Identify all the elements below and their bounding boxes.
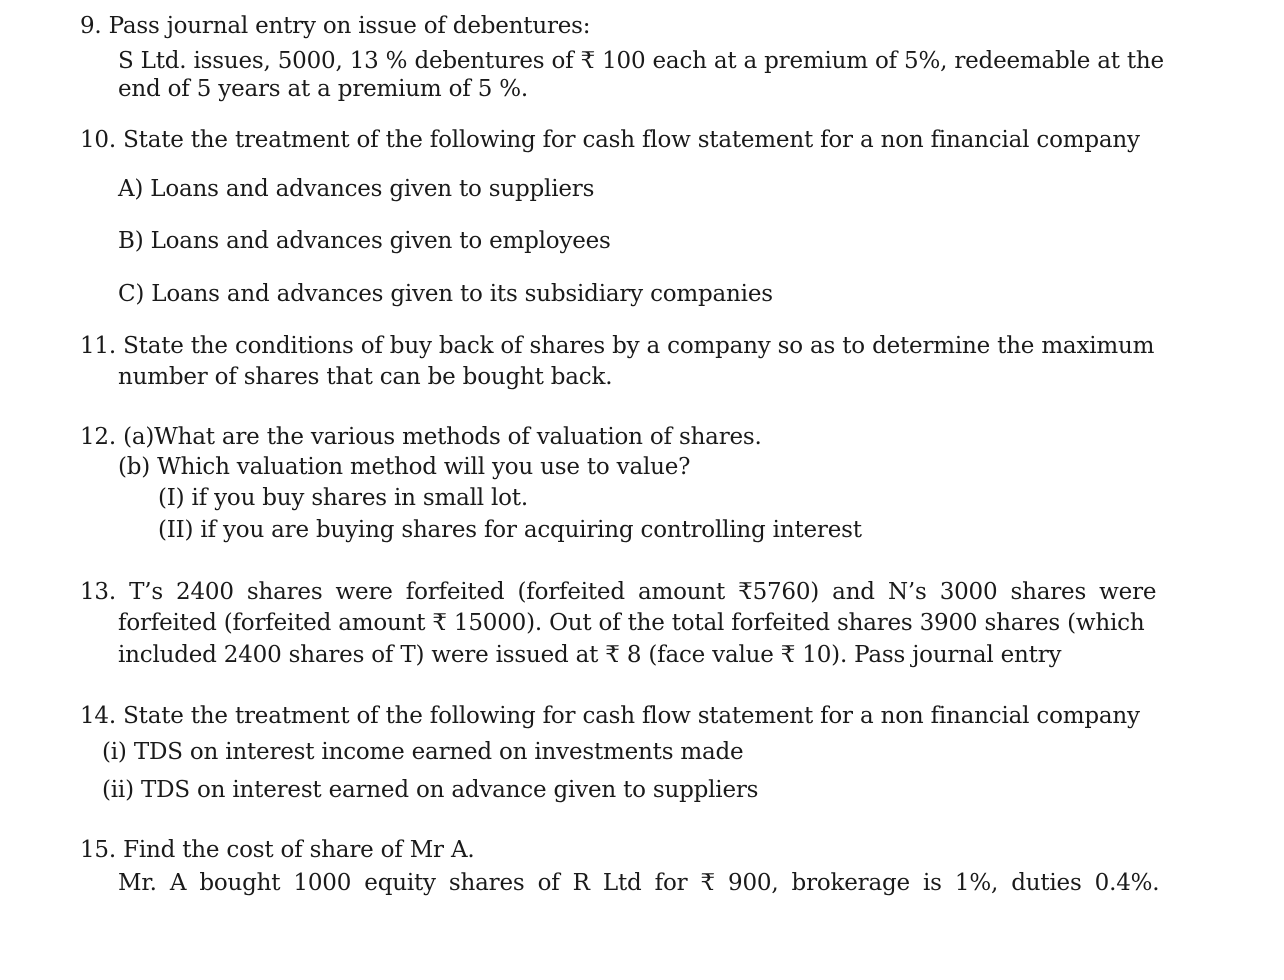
q11-body-line: number of shares that can be bought back.	[118, 364, 613, 390]
q15-body-line: Mr. A bought 1000 equity shares of R Ltd for ₹ 900, brokerage is 1%, duties 0.4%.	[118, 870, 1160, 896]
q14-heading: 14. State the treatment of the following for cash flow statement for a non financial company	[80, 703, 1140, 729]
q10-item-c: C) Loans and advances given to its subsidiary companies	[118, 281, 773, 307]
q9-body-line-1: S Ltd. issues, 5000, 13 % debentures of ₹ 100 each at a premium of 5%, redeemable at the	[118, 48, 1164, 74]
q15-heading: 15. Find the cost of share of Mr A.	[80, 837, 475, 863]
q13-heading: 13. T’s 2400 shares were forfeited (forfeited amount ₹5760) and N’s 3000 shares were	[80, 579, 1157, 605]
q10-heading: 10. State the treatment of the following for cash flow statement for a non financial company	[80, 127, 1140, 153]
q12-sub-ii: (II) if you are buying shares for acquiring controlling interest	[158, 517, 862, 543]
q14-item-ii: (ii) TDS on interest earned on advance given to suppliers	[102, 777, 759, 803]
q10-item-b: B) Loans and advances given to employees	[118, 228, 611, 254]
q9-body-line-2: end of 5 years at a premium of 5 %.	[118, 76, 528, 102]
q13-body-line-1: forfeited (forfeited amount ₹ 15000). Out of the total forfeited shares 3900 shares (which	[118, 610, 1145, 636]
q9-heading: 9. Pass journal entry on issue of debentures:	[80, 13, 591, 39]
q13-body-line-2: included 2400 shares of T) were issued at ₹ 8 (face value ₹ 10). Pass journal entry	[118, 642, 1062, 668]
q12-sub-i: (I) if you buy shares in small lot.	[158, 485, 528, 511]
q10-item-a: A) Loans and advances given to suppliers	[118, 176, 595, 202]
q12-part-a: 12. (a)What are the various methods of valuation of shares.	[80, 424, 762, 450]
q12-part-b: (b) Which valuation method will you use to value?	[118, 454, 691, 480]
q11-heading: 11. State the conditions of buy back of shares by a company so as to determine the maximum	[80, 333, 1155, 359]
q14-item-i: (i) TDS on interest income earned on investments made	[102, 739, 744, 765]
